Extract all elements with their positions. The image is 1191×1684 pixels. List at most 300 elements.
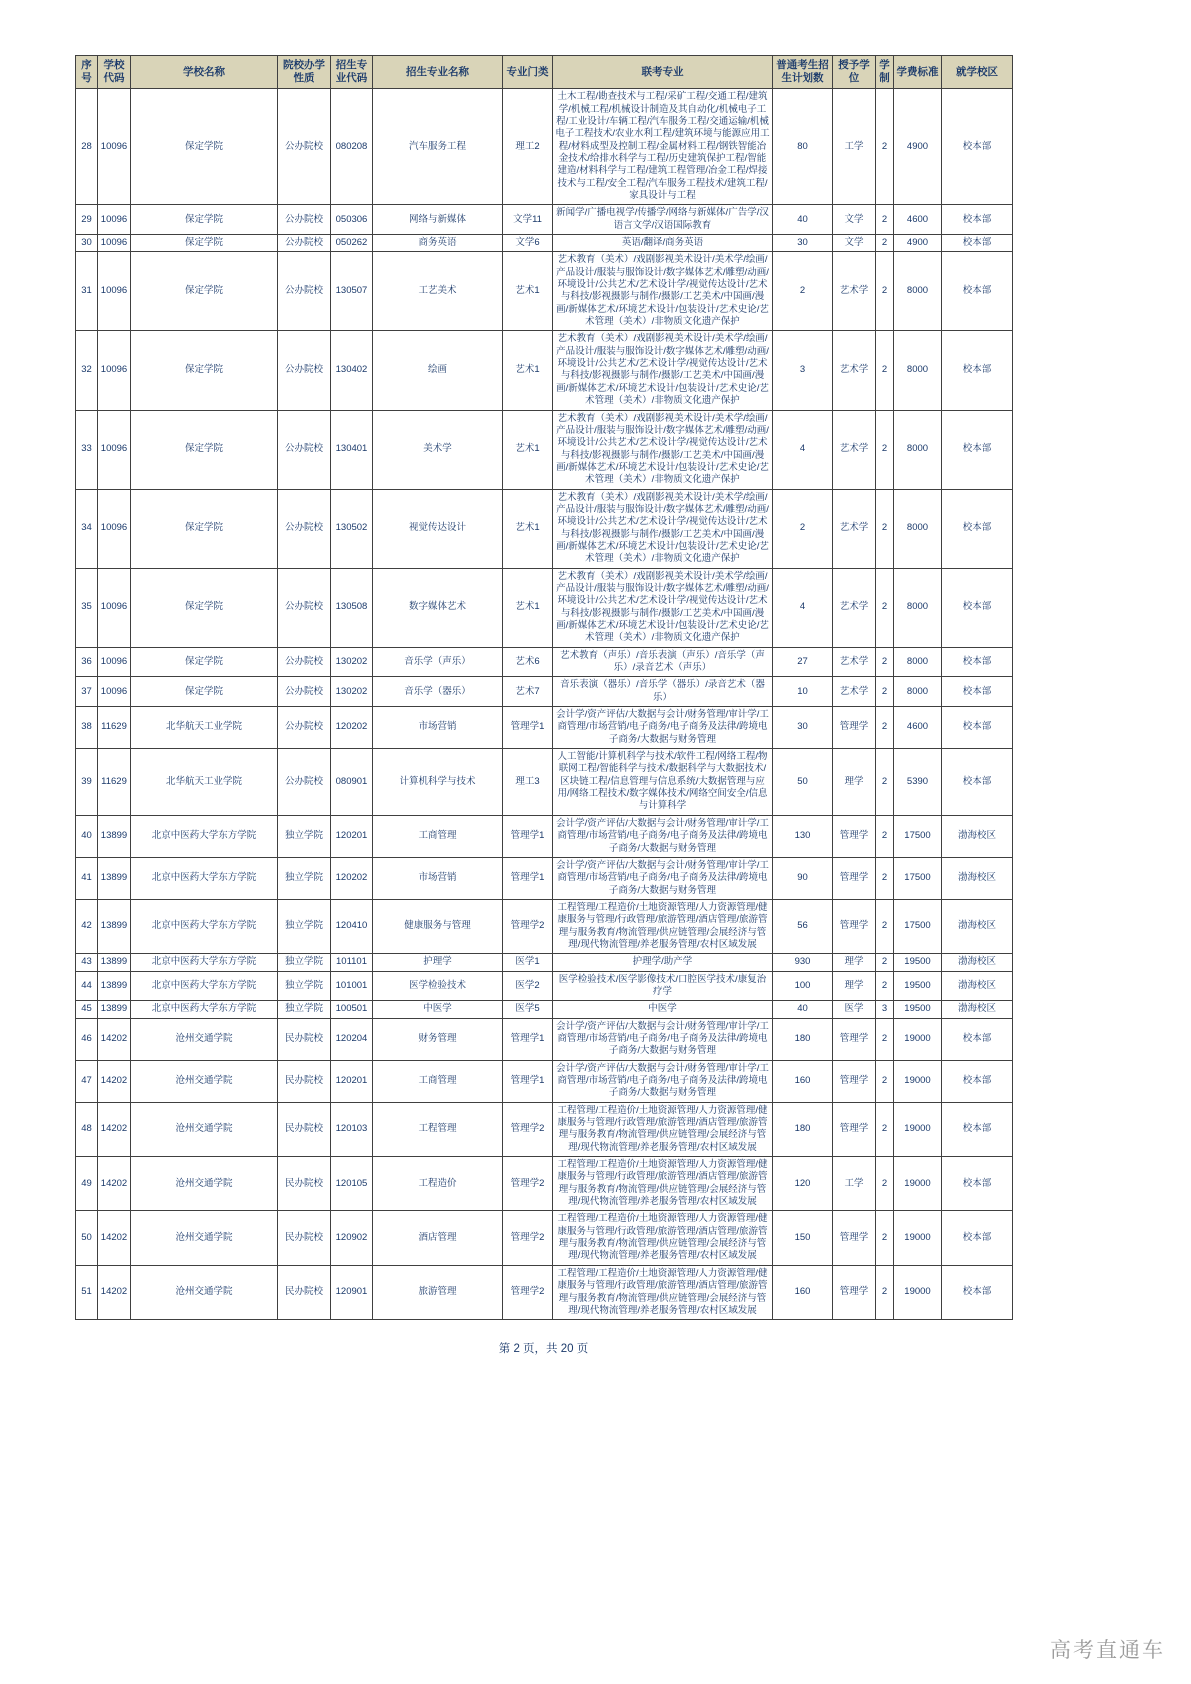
table-cell: 工程管理/工程造价/土地资源管理/人力资源管理/健康服务与管理/行政管理/旅游管理/酒店管理/旅游管理与服务教育/物流管理/供应链管理/会展经济与管理/现代物流管理/养老服务管理/农村区域发展 — [553, 1157, 773, 1211]
table-cell: 13899 — [98, 815, 131, 857]
table-cell: 北京中医药大学东方学院 — [131, 857, 278, 899]
table-cell: 会计学/资产评估/大数据与会计/财务管理/审计学/工商管理/市场营销/电子商务/电子商务及法律/跨境电子商务/大数据与财务管理 — [553, 707, 773, 749]
column-header: 序号 — [76, 56, 98, 89]
table-cell: 51 — [76, 1265, 98, 1319]
table-row — [76, 1018, 1013, 1060]
table-cell: 管理学2 — [503, 1265, 553, 1319]
table-row — [76, 1265, 1013, 1319]
table-cell: 管理学2 — [503, 899, 553, 953]
table-cell: 理学 — [833, 954, 876, 971]
table-cell: 公办院校 — [278, 89, 331, 205]
table-row — [76, 252, 1013, 331]
table-cell: 艺术教育（美术）/戏剧影视美术设计/美术学/绘画/产品设计/服装与服饰设计/数字媒体艺术/雕塑/动画/环境设计/公共艺术/艺术设计学/视觉传达设计/艺术与科技/影视摄影与制作/摄影/工艺美术/中国画/漫画/新媒体艺术/环境艺术设计/包装设计/艺术史论/艺术管理（美术）/非物质文化遗产保护 — [553, 568, 773, 647]
table-cell: 校本部 — [942, 410, 1013, 489]
table-cell: 工程管理/工程造价/土地资源管理/人力资源管理/健康服务与管理/行政管理/旅游管理/酒店管理/旅游管理与服务教育/物流管理/供应链管理/会展经济与管理/现代物流管理/养老服务管理/农村区域发展 — [553, 899, 773, 953]
table-cell: 100 — [773, 971, 833, 1001]
table-cell: 工商管理 — [373, 1060, 503, 1102]
table-cell: 艺术学 — [833, 489, 876, 568]
table-cell: 120201 — [331, 815, 373, 857]
table-cell: 公办院校 — [278, 647, 331, 677]
table-row — [76, 1211, 1013, 1265]
table-cell: 保定学院 — [131, 331, 278, 410]
table-cell: 校本部 — [942, 1102, 1013, 1156]
table-cell: 14202 — [98, 1018, 131, 1060]
table-cell: 120202 — [331, 857, 373, 899]
table-cell: 11629 — [98, 749, 131, 816]
table-row — [76, 205, 1013, 235]
table-cell: 29 — [76, 205, 98, 235]
table-cell: 商务英语 — [373, 235, 503, 252]
table-cell: 沧州交通学院 — [131, 1265, 278, 1319]
table-cell: 独立学院 — [278, 857, 331, 899]
table-body — [76, 89, 1013, 1320]
table-cell: 民办院校 — [278, 1211, 331, 1265]
table-cell: 医学 — [833, 1001, 876, 1018]
table-cell: 公办院校 — [278, 677, 331, 707]
table-cell: 2 — [876, 568, 894, 647]
table-cell: 土木工程/勘查技术与工程/采矿工程/交通工程/建筑学/机械工程/机械设计制造及其自动化/机械电子工程/工业设计/车辆工程/汽车服务工程/交通运输/机械电子工程技术/农业水利工程/建筑环境与能源应用工程/材料成型及控制工程/金属材料工程/钢铁智能冶金技术/给排水科学与工程/历史建筑保护工程/智能建造/材料科学与工程/建筑工程管理/冶金工程/焊接技术与工程/安全工程/汽车服务工程技术/建筑工程/家具设计与工程 — [553, 89, 773, 205]
table-cell: 130508 — [331, 568, 373, 647]
table-cell: 北京中医药大学东方学院 — [131, 899, 278, 953]
table-cell: 2 — [876, 857, 894, 899]
table-cell: 10096 — [98, 568, 131, 647]
table-cell: 财务管理 — [373, 1018, 503, 1060]
table-cell: 艺术1 — [503, 568, 553, 647]
column-header: 授予学位 — [833, 56, 876, 89]
table-cell: 120410 — [331, 899, 373, 953]
table-cell: 49 — [76, 1157, 98, 1211]
table-cell: 理工3 — [503, 749, 553, 816]
admissions-table — [75, 55, 1013, 1320]
column-header: 普通考生招生计划数 — [773, 56, 833, 89]
table-cell: 34 — [76, 489, 98, 568]
table-cell: 艺术教育（美术）/戏剧影视美术设计/美术学/绘画/产品设计/服装与服饰设计/数字媒体艺术/雕塑/动画/环境设计/公共艺术/艺术设计学/视觉传达设计/艺术与科技/影视摄影与制作/摄影/工艺美术/中国画/漫画/新媒体艺术/环境艺术设计/包装设计/艺术史论/艺术管理（美术）/非物质文化遗产保护 — [553, 252, 773, 331]
table-cell: 独立学院 — [278, 954, 331, 971]
table-cell: 医学2 — [503, 971, 553, 1001]
table-cell: 艺术学 — [833, 677, 876, 707]
table-cell: 56 — [773, 899, 833, 953]
table-cell: 保定学院 — [131, 489, 278, 568]
table-cell: 校本部 — [942, 489, 1013, 568]
table-cell: 2 — [876, 1157, 894, 1211]
table-cell: 4900 — [894, 235, 942, 252]
table-cell: 150 — [773, 1211, 833, 1265]
table-cell: 2 — [876, 1265, 894, 1319]
table-cell: 10096 — [98, 252, 131, 331]
table-cell: 会计学/资产评估/大数据与会计/财务管理/审计学/工商管理/市场营销/电子商务/电子商务及法律/跨境电子商务/大数据与财务管理 — [553, 1018, 773, 1060]
table-cell: 民办院校 — [278, 1060, 331, 1102]
table-cell: 19500 — [894, 971, 942, 1001]
table-cell: 130507 — [331, 252, 373, 331]
table-row — [76, 857, 1013, 899]
table-cell: 公办院校 — [278, 410, 331, 489]
table-cell: 180 — [773, 1018, 833, 1060]
table-cell: 2 — [876, 410, 894, 489]
table-cell: 网络与新媒体 — [373, 205, 503, 235]
table-row — [76, 815, 1013, 857]
table-cell: 校本部 — [942, 1157, 1013, 1211]
table-cell: 酒店管理 — [373, 1211, 503, 1265]
table-cell: 130502 — [331, 489, 373, 568]
table-cell: 17500 — [894, 815, 942, 857]
table-cell: 数字媒体艺术 — [373, 568, 503, 647]
table-cell: 艺术1 — [503, 489, 553, 568]
table-cell: 30 — [76, 235, 98, 252]
table-cell: 41 — [76, 857, 98, 899]
table-cell: 音乐学（器乐） — [373, 677, 503, 707]
table-cell: 独立学院 — [278, 815, 331, 857]
table-cell: 160 — [773, 1060, 833, 1102]
table-cell: 2 — [876, 647, 894, 677]
table-cell: 4 — [773, 410, 833, 489]
table-header — [76, 56, 1013, 89]
table-cell: 19000 — [894, 1102, 942, 1156]
table-cell: 北华航天工业学院 — [131, 707, 278, 749]
table-cell: 校本部 — [942, 235, 1013, 252]
table-cell: 保定学院 — [131, 410, 278, 489]
table-cell: 护理学/助产学 — [553, 954, 773, 971]
table-cell: 38 — [76, 707, 98, 749]
table-cell: 文学 — [833, 205, 876, 235]
table-cell: 2 — [876, 205, 894, 235]
table-cell: 绘画 — [373, 331, 503, 410]
table-cell: 校本部 — [942, 707, 1013, 749]
table-cell: 保定学院 — [131, 89, 278, 205]
table-cell: 130402 — [331, 331, 373, 410]
table-cell: 音乐学（声乐） — [373, 647, 503, 677]
table-cell: 31 — [76, 252, 98, 331]
table-cell: 8000 — [894, 489, 942, 568]
table-cell: 渤海校区 — [942, 954, 1013, 971]
table-cell: 艺术教育（美术）/戏剧影视美术设计/美术学/绘画/产品设计/服装与服饰设计/数字媒体艺术/雕塑/动画/环境设计/公共艺术/艺术设计学/视觉传达设计/艺术与科技/影视摄影与制作/摄影/工艺美术/中国画/漫画/新媒体艺术/环境艺术设计/包装设计/艺术史论/艺术管理（美术）/非物质文化遗产保护 — [553, 410, 773, 489]
table-cell: 艺术学 — [833, 568, 876, 647]
table-cell: 101001 — [331, 971, 373, 1001]
table-cell: 13899 — [98, 857, 131, 899]
table-cell: 50 — [773, 749, 833, 816]
table-cell: 公办院校 — [278, 205, 331, 235]
table-cell: 北京中医药大学东方学院 — [131, 1001, 278, 1018]
table-cell: 101101 — [331, 954, 373, 971]
table-cell: 管理学 — [833, 857, 876, 899]
table-cell: 工学 — [833, 1157, 876, 1211]
table-cell: 32 — [76, 331, 98, 410]
table-cell: 理学 — [833, 749, 876, 816]
table-cell: 医学检验技术/医学影像技术/口腔医学技术/康复治疗学 — [553, 971, 773, 1001]
table-cell: 120 — [773, 1157, 833, 1211]
table-cell: 视觉传达设计 — [373, 489, 503, 568]
table-cell: 30 — [773, 235, 833, 252]
table-cell: 市场营销 — [373, 707, 503, 749]
table-cell: 民办院校 — [278, 1157, 331, 1211]
table-cell: 管理学 — [833, 1018, 876, 1060]
table-cell: 沧州交通学院 — [131, 1157, 278, 1211]
table-cell: 17500 — [894, 899, 942, 953]
table-row — [76, 1001, 1013, 1018]
table-cell: 2 — [876, 971, 894, 1001]
table-cell: 33 — [76, 410, 98, 489]
table-cell: 管理学 — [833, 1060, 876, 1102]
table-cell: 2 — [876, 252, 894, 331]
table-cell: 47 — [76, 1060, 98, 1102]
table-cell: 校本部 — [942, 1211, 1013, 1265]
table-cell: 沧州交通学院 — [131, 1018, 278, 1060]
table-cell: 管理学2 — [503, 1211, 553, 1265]
table-cell: 8000 — [894, 647, 942, 677]
table-cell: 会计学/资产评估/大数据与会计/财务管理/审计学/工商管理/市场营销/电子商务/电子商务及法律/跨境电子商务/大数据与财务管理 — [553, 815, 773, 857]
table-cell: 独立学院 — [278, 899, 331, 953]
table-cell: 19000 — [894, 1018, 942, 1060]
table-cell: 校本部 — [942, 677, 1013, 707]
table-cell: 校本部 — [942, 252, 1013, 331]
table-cell: 130202 — [331, 677, 373, 707]
table-cell: 45 — [76, 1001, 98, 1018]
table-cell: 10096 — [98, 331, 131, 410]
table-cell: 保定学院 — [131, 235, 278, 252]
table-row — [76, 568, 1013, 647]
table-cell: 19500 — [894, 954, 942, 971]
table-cell: 19000 — [894, 1211, 942, 1265]
table-cell: 14202 — [98, 1265, 131, 1319]
table-cell: 080901 — [331, 749, 373, 816]
table-cell: 艺术1 — [503, 410, 553, 489]
table-row — [76, 89, 1013, 205]
table-cell: 沧州交通学院 — [131, 1060, 278, 1102]
table-cell: 100501 — [331, 1001, 373, 1018]
table-cell: 汽车服务工程 — [373, 89, 503, 205]
column-header: 招生专业名称 — [373, 56, 503, 89]
table-cell: 渤海校区 — [942, 899, 1013, 953]
table-cell: 8000 — [894, 568, 942, 647]
table-cell: 4600 — [894, 707, 942, 749]
table-row — [76, 647, 1013, 677]
table-cell: 艺术教育（美术）/戏剧影视美术设计/美术学/绘画/产品设计/服装与服饰设计/数字媒体艺术/雕塑/动画/环境设计/公共艺术/艺术设计学/视觉传达设计/艺术与科技/影视摄影与制作/摄影/工艺美术/中国画/漫画/新媒体艺术/环境艺术设计/包装设计/艺术史论/艺术管理（美术）/非物质文化遗产保护 — [553, 489, 773, 568]
table-cell: 13899 — [98, 971, 131, 1001]
table-cell: 保定学院 — [131, 647, 278, 677]
table-cell: 北京中医药大学东方学院 — [131, 815, 278, 857]
table-cell: 90 — [773, 857, 833, 899]
table-cell: 120902 — [331, 1211, 373, 1265]
column-header: 学费标准 — [894, 56, 942, 89]
column-header: 联考专业 — [553, 56, 773, 89]
table-cell: 工程造价 — [373, 1157, 503, 1211]
table-cell: 30 — [773, 707, 833, 749]
table-cell: 旅游管理 — [373, 1265, 503, 1319]
table-cell: 080208 — [331, 89, 373, 205]
table-cell: 4900 — [894, 89, 942, 205]
table-cell: 渤海校区 — [942, 815, 1013, 857]
table-cell: 校本部 — [942, 568, 1013, 647]
table-cell: 英语/翻译/商务英语 — [553, 235, 773, 252]
table-cell: 180 — [773, 1102, 833, 1156]
table-cell: 130 — [773, 815, 833, 857]
table-cell: 48 — [76, 1102, 98, 1156]
table-row — [76, 971, 1013, 1001]
header-row — [76, 56, 1013, 89]
table-cell: 计算机科学与技术 — [373, 749, 503, 816]
table-row — [76, 1157, 1013, 1211]
table-cell: 27 — [773, 647, 833, 677]
table-cell: 14202 — [98, 1060, 131, 1102]
table-cell: 42 — [76, 899, 98, 953]
table-cell: 文学11 — [503, 205, 553, 235]
table-cell: 2 — [876, 235, 894, 252]
table-cell: 公办院校 — [278, 331, 331, 410]
table-cell: 渤海校区 — [942, 1001, 1013, 1018]
table-cell: 120105 — [331, 1157, 373, 1211]
table-cell: 2 — [876, 89, 894, 205]
table-cell: 10096 — [98, 205, 131, 235]
column-header: 学制 — [876, 56, 894, 89]
table-cell: 公办院校 — [278, 749, 331, 816]
table-cell: 工学 — [833, 89, 876, 205]
table-cell: 独立学院 — [278, 971, 331, 1001]
table-cell: 艺术学 — [833, 252, 876, 331]
table-cell: 会计学/资产评估/大数据与会计/财务管理/审计学/工商管理/市场营销/电子商务/电子商务及法律/跨境电子商务/大数据与财务管理 — [553, 857, 773, 899]
table-cell: 4 — [773, 568, 833, 647]
table-cell: 4600 — [894, 205, 942, 235]
table-cell: 民办院校 — [278, 1102, 331, 1156]
table-cell: 艺术学 — [833, 410, 876, 489]
table-cell: 市场营销 — [373, 857, 503, 899]
table-cell: 37 — [76, 677, 98, 707]
table-cell: 校本部 — [942, 749, 1013, 816]
table-cell: 10096 — [98, 235, 131, 252]
table-cell: 2 — [876, 749, 894, 816]
table-cell: 14202 — [98, 1157, 131, 1211]
table-cell: 公办院校 — [278, 489, 331, 568]
table-cell: 管理学1 — [503, 857, 553, 899]
table-cell: 工艺美术 — [373, 252, 503, 331]
table-cell: 2 — [876, 954, 894, 971]
table-cell: 2 — [876, 1102, 894, 1156]
table-cell: 校本部 — [942, 1060, 1013, 1102]
table-cell: 校本部 — [942, 331, 1013, 410]
table-cell: 管理学 — [833, 815, 876, 857]
table-row — [76, 489, 1013, 568]
table-cell: 校本部 — [942, 1265, 1013, 1319]
table-cell: 工程管理/工程造价/土地资源管理/人力资源管理/健康服务与管理/行政管理/旅游管理/酒店管理/旅游管理与服务教育/物流管理/供应链管理/会展经济与管理/现代物流管理/养老服务管理/农村区域发展 — [553, 1102, 773, 1156]
table-cell: 120103 — [331, 1102, 373, 1156]
table-cell: 39 — [76, 749, 98, 816]
table-cell: 新闻学/广播电视学/传播学/网络与新媒体/广告学/汉语言文学/汉语国际教育 — [553, 205, 773, 235]
table-cell: 40 — [773, 205, 833, 235]
table-cell: 管理学 — [833, 707, 876, 749]
table-cell: 沧州交通学院 — [131, 1102, 278, 1156]
table-row — [76, 749, 1013, 816]
table-cell: 10096 — [98, 489, 131, 568]
table-cell: 公办院校 — [278, 235, 331, 252]
table-cell: 43 — [76, 954, 98, 971]
table-cell: 130401 — [331, 410, 373, 489]
table-cell: 2 — [876, 1018, 894, 1060]
table-cell: 北京中医药大学东方学院 — [131, 954, 278, 971]
table-cell: 14202 — [98, 1211, 131, 1265]
table-cell: 医学1 — [503, 954, 553, 971]
table-cell: 930 — [773, 954, 833, 971]
table-cell: 医学检验技术 — [373, 971, 503, 1001]
table-cell: 35 — [76, 568, 98, 647]
table-cell: 管理学1 — [503, 1060, 553, 1102]
table-cell: 独立学院 — [278, 1001, 331, 1018]
table-cell: 10096 — [98, 647, 131, 677]
table-cell: 艺术1 — [503, 252, 553, 331]
table-cell: 文学 — [833, 235, 876, 252]
table-cell: 管理学1 — [503, 707, 553, 749]
table-cell: 医学5 — [503, 1001, 553, 1018]
table-cell: 健康服务与管理 — [373, 899, 503, 953]
table-cell: 2 — [876, 1060, 894, 1102]
table-row — [76, 1102, 1013, 1156]
table-cell: 理工2 — [503, 89, 553, 205]
table-cell: 中医学 — [553, 1001, 773, 1018]
table-cell: 2 — [773, 489, 833, 568]
table-cell: 13899 — [98, 1001, 131, 1018]
table-cell: 2 — [876, 815, 894, 857]
table-cell: 2 — [876, 331, 894, 410]
table-cell: 120901 — [331, 1265, 373, 1319]
table-cell: 艺术学 — [833, 331, 876, 410]
column-header: 学校代码 — [98, 56, 131, 89]
table-cell: 校本部 — [942, 205, 1013, 235]
table-cell: 艺术6 — [503, 647, 553, 677]
table-cell: 会计学/资产评估/大数据与会计/财务管理/审计学/工商管理/市场营销/电子商务/电子商务及法律/跨境电子商务/大数据与财务管理 — [553, 1060, 773, 1102]
table-cell: 2 — [773, 252, 833, 331]
table-cell: 19500 — [894, 1001, 942, 1018]
table-cell: 80 — [773, 89, 833, 205]
table-cell: 校本部 — [942, 647, 1013, 677]
table-cell: 120201 — [331, 1060, 373, 1102]
table-cell: 13899 — [98, 954, 131, 971]
column-header: 招生专业代码 — [331, 56, 373, 89]
table-row — [76, 410, 1013, 489]
table-cell: 管理学2 — [503, 1157, 553, 1211]
table-cell: 120204 — [331, 1018, 373, 1060]
table-cell: 管理学1 — [503, 815, 553, 857]
table-cell: 公办院校 — [278, 707, 331, 749]
table-cell: 2 — [876, 677, 894, 707]
table-cell: 北京中医药大学东方学院 — [131, 971, 278, 1001]
table-cell: 050262 — [331, 235, 373, 252]
table-cell: 8000 — [894, 410, 942, 489]
table-cell: 校本部 — [942, 89, 1013, 205]
table-cell: 2 — [876, 489, 894, 568]
table-cell: 13899 — [98, 899, 131, 953]
table-cell: 工程管理 — [373, 1102, 503, 1156]
table-cell: 19000 — [894, 1265, 942, 1319]
table-cell: 音乐表演（器乐）/音乐学（器乐）/录音艺术（器乐） — [553, 677, 773, 707]
table-cell: 北华航天工业学院 — [131, 749, 278, 816]
table-cell: 公办院校 — [278, 252, 331, 331]
table-cell: 工程管理/工程造价/土地资源管理/人力资源管理/健康服务与管理/行政管理/旅游管理/酒店管理/旅游管理与服务教育/物流管理/供应链管理/会展经济与管理/现代物流管理/养老服务管理/农村区域发展 — [553, 1211, 773, 1265]
table-row — [76, 707, 1013, 749]
table-cell: 保定学院 — [131, 568, 278, 647]
table-cell: 40 — [773, 1001, 833, 1018]
column-header: 专业门类 — [503, 56, 553, 89]
table-cell: 11629 — [98, 707, 131, 749]
table-cell: 文学6 — [503, 235, 553, 252]
table-cell: 保定学院 — [131, 205, 278, 235]
table-cell: 10096 — [98, 410, 131, 489]
table-cell: 10 — [773, 677, 833, 707]
table-cell: 2 — [876, 707, 894, 749]
table-cell: 管理学1 — [503, 1018, 553, 1060]
table-cell: 艺术7 — [503, 677, 553, 707]
watermark: 高考直通车 — [1050, 1639, 1165, 1662]
table-row — [76, 235, 1013, 252]
table-row — [76, 331, 1013, 410]
table-cell: 保定学院 — [131, 252, 278, 331]
table-cell: 中医学 — [373, 1001, 503, 1018]
